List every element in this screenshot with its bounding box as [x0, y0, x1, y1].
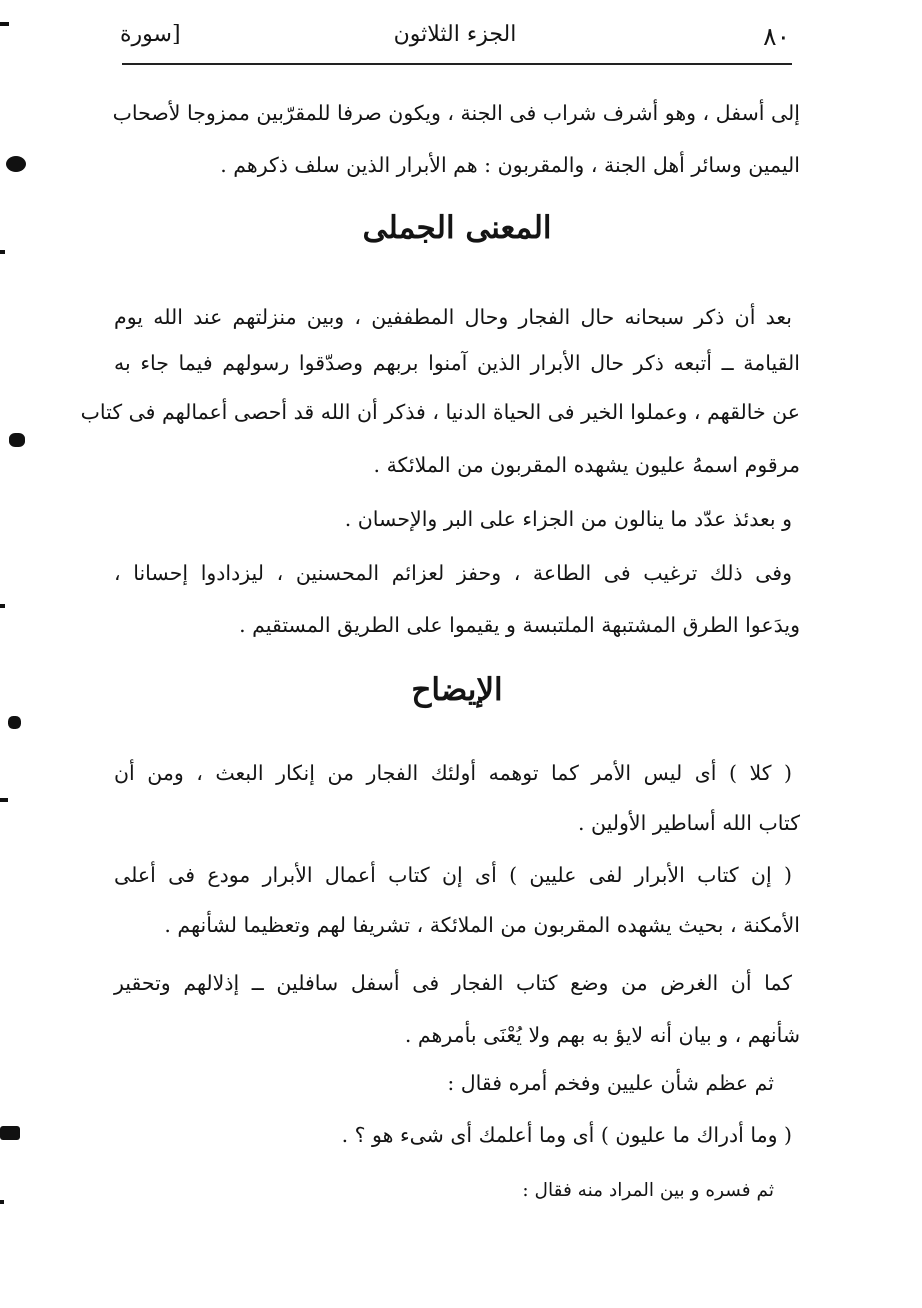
scan-mark — [0, 250, 5, 254]
scan-mark — [0, 604, 5, 608]
explanation-line: شأنهم ، و بيان أنه لايؤ به بهم ولا يُعْنَى بأمرهم . — [404, 1023, 800, 1047]
scan-mark — [0, 22, 9, 26]
summary-line: و بعدئذ عدّد ما ينالون من الجزاء على البر والإحسان . — [344, 507, 792, 531]
explanation-line: الأمكنة ، بحيث يشهده المقربون من الملائكة ، تشريفا لهم وتعظيما لشأنهم . — [164, 913, 800, 937]
summary-line: بعد أن ذكر سبحانه حال الفجار وحال المطففين ، وبين منزلتهم عند الله يوم — [114, 305, 792, 329]
page-number: ٨٠ — [763, 22, 790, 51]
scan-mark — [0, 1200, 4, 1204]
scan-mark — [6, 156, 26, 172]
summary-line: ويدَعوا الطرق المشتبهة الملتبسة و يقيموا على الطريق المستقيم . — [239, 613, 800, 637]
explanation-line: كما أن الغرض من وضع كتاب الفجار فى أسفل سافلين ــ إذلالهم وتحقير — [114, 971, 792, 995]
explanation-line: كتاب الله أساطير الأولين . — [577, 811, 800, 835]
summary-line: القيامة ــ أتبعه ذكر حال الأبرار الذين آمنوا بربهم وصدّقوا رسولهم فيما جاء به — [114, 351, 800, 375]
summary-line: عن خالقهم ، وعملوا الخير فى الحياة الدنيا ، فذكر أن الله قد أحصى أعمالهم فى كتاب — [80, 400, 800, 424]
scan-mark — [9, 433, 25, 447]
surah-label: [سورة — [120, 22, 181, 47]
section-heading-explanation: الإيضاح — [411, 672, 503, 708]
intro-line: إلى أسفل ، وهو أشرف شراب فى الجنة ، ويكون صرفا للمقرّبين ممزوجا لأصحاب — [112, 101, 800, 125]
explanation-line: ( وما أدراك ما عليون ) أى وما أعلمك أى شىء هو ؟ . — [341, 1123, 792, 1147]
scan-mark — [0, 798, 8, 802]
explanation-line: ثم فسره و بين المراد منه فقال : — [522, 1180, 774, 1201]
section-heading-summary: المعنى الجملى — [362, 210, 552, 246]
explanation-line: ( كلا ) أى ليس الأمر كما توهمه أولئك الفجار من إنكار البعث ، ومن أن — [114, 761, 792, 785]
summary-line: مرقوم اسمهُ عليون يشهده المقربون من الملائكة . — [373, 453, 800, 477]
scan-mark — [8, 716, 21, 729]
running-title: الجزء الثلاثون — [393, 22, 517, 47]
intro-line: اليمين وسائر أهل الجنة ، والمقربون : هم الأبرار الذين سلف ذكرهم . — [220, 153, 800, 177]
summary-line: وفى ذلك ترغيب فى الطاعة ، وحفز لعزائم المحسنين ، ليزدادوا إحسانا ، — [114, 561, 792, 585]
explanation-line: ( إن كتاب الأبرار لفى عليين ) أى إن كتاب أعمال الأبرار مودع فى أعلى — [114, 863, 792, 887]
scan-mark — [0, 1126, 20, 1140]
page-body — [80, 0, 800, 1308]
explanation-line: ثم عظم شأن عليين وفخم أمره فقال : — [447, 1071, 774, 1095]
